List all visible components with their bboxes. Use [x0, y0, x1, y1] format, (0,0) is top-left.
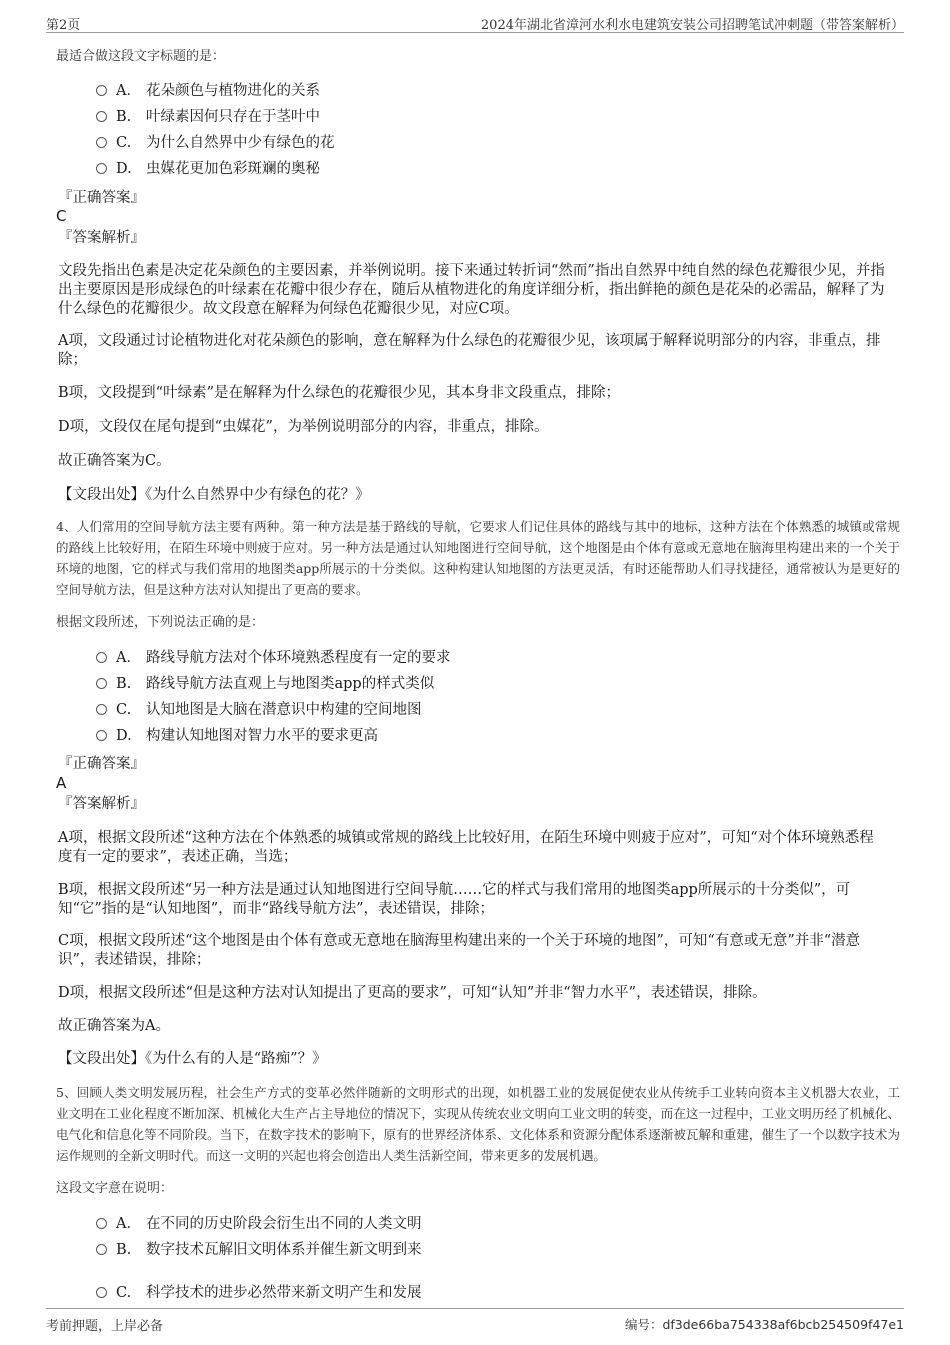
q4-analysis-label: 『答案解析』	[58, 796, 145, 812]
radio-icon[interactable]	[96, 1218, 107, 1229]
q3-analysis-paragraph: A项，文段通过讨论植物进化对花朵颜色的影响，意在解释为什么绿色的花瓣很少见，该项属于解释说明部分的内容，非重点，排除；	[58, 333, 881, 368]
q5-option-c[interactable]: C. 科学技术的进步必然带来新文明产生和发展	[96, 1283, 422, 1303]
radio-icon[interactable]	[96, 1287, 107, 1298]
q3-option-a[interactable]: A． 花朵颜色与植物进化的关系	[96, 81, 320, 101]
q4-option-a[interactable]: A． 路线导航方法对个体环境熟悉程度有一定的要求	[96, 648, 451, 668]
q3-answer-label: 『正确答案』	[58, 190, 145, 206]
document-code: 编号：df3de66ba754338af6bcb254509f47e1	[624, 1317, 904, 1332]
q3-analysis-conclusion: 故正确答案为C。	[58, 453, 171, 469]
q4-prompt: 根据文段所述，下列说法正确的是：	[56, 615, 265, 630]
q3-option-b[interactable]: B. 叶绿素因何只存在于茎叶中	[96, 107, 320, 127]
q4-answer: A	[56, 774, 67, 792]
q4-analysis-paragraph: C项，根据文段所述“这个地图是由个体有意或无意地在脑海里构建出来的一个关于环境的地图”，可知“有意或无意”并非“潜意识”，表述错误，排除；	[58, 933, 861, 968]
page-number: 第2页	[46, 18, 81, 33]
q3-analysis-label: 『答案解析』	[58, 230, 145, 246]
q4-answer-label: 『正确答案』	[58, 756, 145, 772]
q3-answer: C	[56, 207, 67, 225]
radio-icon[interactable]	[96, 85, 107, 96]
radio-icon[interactable]	[96, 730, 107, 741]
q3-prompt: 最适合做这段文字标题的是：	[56, 49, 226, 64]
page-header	[46, 12, 904, 33]
footer-slogan: 考前押题，上岸必备	[46, 1319, 164, 1334]
q3-source: 【文段出处】《为什么自然界中少有绿色的花？》	[58, 487, 370, 503]
radio-icon[interactable]	[96, 704, 107, 715]
q3-analysis-paragraph: D项，文段仅在尾句提到“虫媒花”，为举例说明部分的内容，非重点，排除。	[58, 419, 549, 435]
q4-analysis-paragraph: D项，根据文段所述“但是这种方法对认知提出了更高的要求”，可知“认知”并非“智力水平”，表述错误，排除。	[58, 985, 767, 1001]
q4-analysis-conclusion: 故正确答案为A。	[58, 1018, 170, 1034]
radio-icon[interactable]	[96, 163, 107, 174]
q3-option-c[interactable]: C. 为什么自然界中少有绿色的花	[96, 133, 335, 153]
q3-option-d[interactable]: D. 虫媒花更加色彩斑斓的奥秘	[96, 159, 320, 179]
q3-analysis-paragraph: 文段先指出色素是决定花朵颜色的主要因素，并举例说明。接下来通过转折词“然而”指出自然界中纯自然的绿色花瓣很少见，并指出主要原因是形成绿色的叶绿素在花瓣中很少存在，随后从植物进化的角度详细分析，指出鲜艳的颜色是花朵的必需品，解释了为什么绿色的花瓣很少。故文段意在解释为何绿色花瓣很少见，对应C项。	[58, 263, 885, 317]
q5-option-b[interactable]: B. 数字技术瓦解旧文明体系并催生新文明到来	[96, 1240, 422, 1260]
q5-passage: 5、回顾人类文明发展历程，社会生产方式的变革必然伴随新的文明形式的出现，如机器工业的发展促使农业从传统手工业转向资本主义机器大农业，工业文明在工业化程度不断加深、机械化大生产占主导地位的情况下，实现从传统农业文明向工业文明的转变，而在这一过程中，工业文明历经了机械化、电气化和信息化等不同阶段。当下，在数字技术的影响下，原有的世界经济体系、文化体系和资源分配体系逐渐被瓦解和重建，催生了一个以数字技术为运作规则的全新文明时代。而这一文明的兴起也将会创造出人类生活新空间，带来更多的发展机遇。	[56, 1085, 900, 1163]
q4-analysis-paragraph: B项，根据文段所述“另一种方法是通过认知地图进行空间导航……它的样式与我们常用的地图类app所展示的十分类似”，可知“它”指的是“认知地图”，而非“路线导航方法”，表述错误，排除；	[58, 882, 851, 917]
radio-icon[interactable]	[96, 111, 107, 122]
q4-option-c[interactable]: C. 认知地图是大脑在潜意识中构建的空间地图	[96, 700, 422, 720]
page-footer	[46, 1308, 904, 1334]
radio-icon[interactable]	[96, 652, 107, 663]
q4-option-d[interactable]: D. 构建认知地图对智力水平的要求更高	[96, 726, 378, 746]
radio-icon[interactable]	[96, 137, 107, 148]
q3-analysis-paragraph: B项，文段提到“叶绿素”是在解释为什么绿色的花瓣很少见，其本身非文段重点，排除；	[58, 385, 620, 401]
q5-prompt: 这段文字意在说明：	[56, 1181, 174, 1196]
radio-icon[interactable]	[96, 1244, 107, 1255]
q4-option-b[interactable]: B. 路线导航方法直观上与地图类app的样式类似	[96, 674, 434, 694]
q4-passage: 4、人们常用的空间导航方法主要有两种。第一种方法是基于路线的导航，它要求人们记住具体的路线与其中的地标，这种方法在个体熟悉的城镇或常规的路线上比较好用，在陌生环境中则疲于应对。另一种方法是通过认知地图进行空间导航，这个地图是由个体有意或无意地在脑海里构建出来的一个关于环境的地图，它的样式与我们常用的地图类app所展示的十分类似。这种构建认知地图的方法更灵活，有时还能帮助人们寻找捷径，通常被认为是更好的空间导航方法，但是这种方法对认知提出了更高的要求。	[56, 519, 900, 597]
q5-option-a[interactable]: A． 在不同的历史阶段会衍生出不同的人类文明	[96, 1214, 422, 1234]
document-title: 2024年湖北省漳河水利水电建筑安装公司招聘笔试冲刺题（带答案解析）	[480, 18, 904, 33]
q4-source: 【文段出处】《为什么有的人是“路痴”？》	[58, 1051, 327, 1067]
radio-icon[interactable]	[96, 678, 107, 689]
q4-analysis-paragraph: A项，根据文段所述“这种方法在个体熟悉的城镇或常规的路线上比较好用，在陌生环境中则疲于应对”，可知“对个体环境熟悉程度有一定的要求”，表述正确，当选；	[58, 830, 874, 865]
